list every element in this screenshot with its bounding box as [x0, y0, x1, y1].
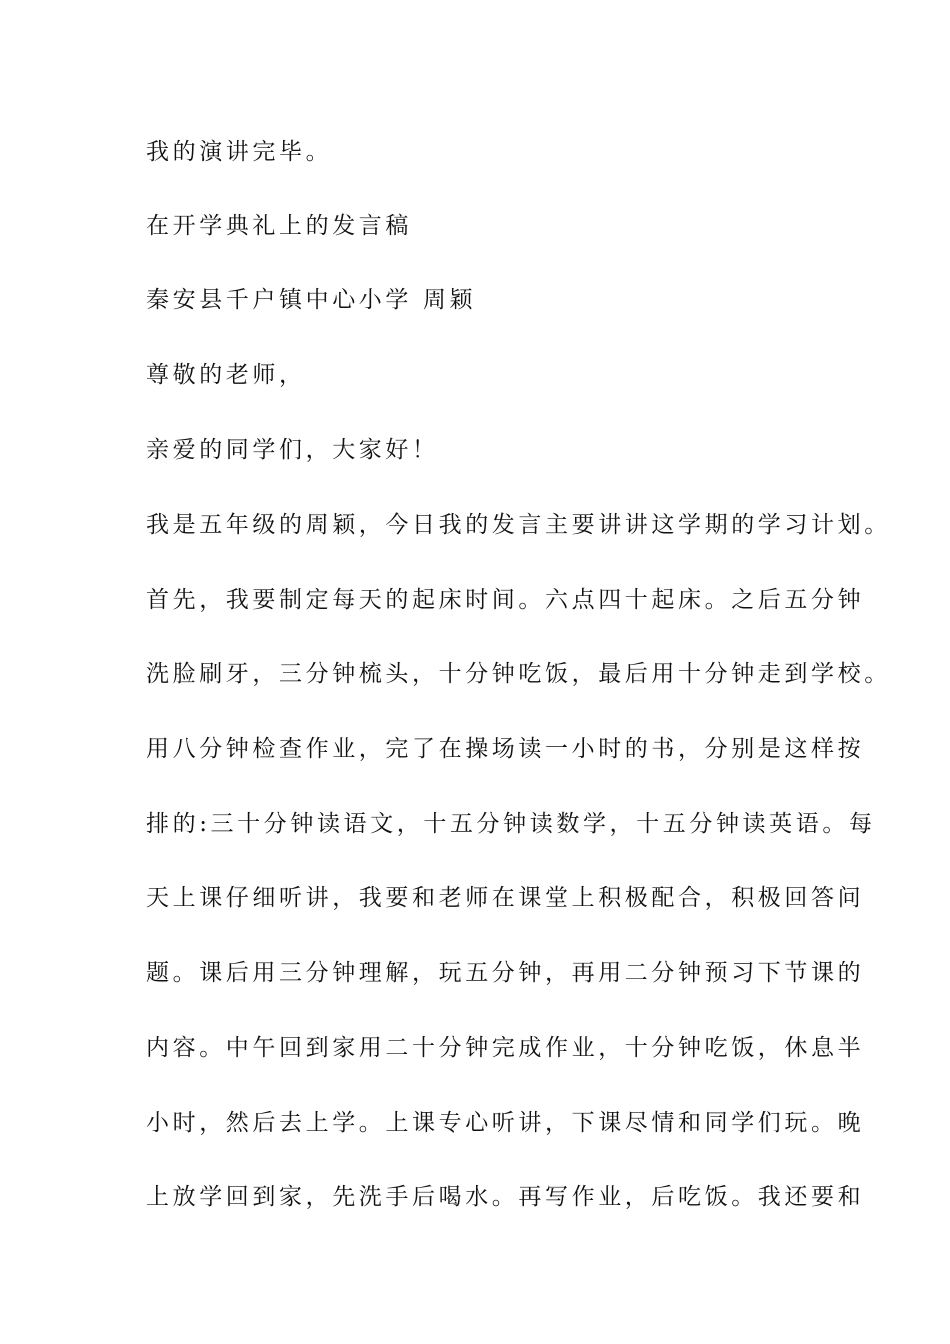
salutation-students: 亲爱的同学们，大家好！: [146, 437, 439, 463]
salutation-teachers: 尊敬的老师，: [146, 362, 306, 388]
speech-title: 在开学典礼上的发言稿: [146, 213, 412, 239]
body-line: 天上课仔细听讲，我要和老师在课堂上积极配合，积极回答问: [146, 885, 865, 911]
body-line: 小时，然后去上学。上课专心听讲，下课尽情和同学们玩。晚: [146, 1110, 865, 1136]
body-line: 题。课后用三分钟理解，玩五分钟，再用二分钟预习下节课的: [146, 960, 865, 986]
closing-line: 我的演讲完毕。: [146, 139, 333, 165]
body-line: 首先，我要制定每天的起床时间。六点四十起床。之后五分钟: [146, 587, 865, 613]
body-line: 排的:三十分钟读语文，十五分钟读数学，十五分钟读英语。每: [146, 811, 876, 837]
body-line: 用八分钟检查作业，完了在操场读一小时的书，分别是这样按: [146, 736, 865, 762]
author-line: 秦安县千户镇中心小学 周颖: [146, 287, 477, 313]
body-line: 洗脸刷牙，三分钟梳头，十分钟吃饭，最后用十分钟走到学校。: [146, 661, 891, 687]
body-line: 我是五年级的周颖，今日我的发言主要讲讲这学期的学习计划。: [146, 512, 891, 538]
body-line: 上放学回到家，先洗手后喝水。再写作业，后吃饭。我还要和: [146, 1184, 865, 1210]
body-line: 内容。中午回到家用二十分钟完成作业，十分钟吃饭，休息半: [146, 1035, 865, 1061]
